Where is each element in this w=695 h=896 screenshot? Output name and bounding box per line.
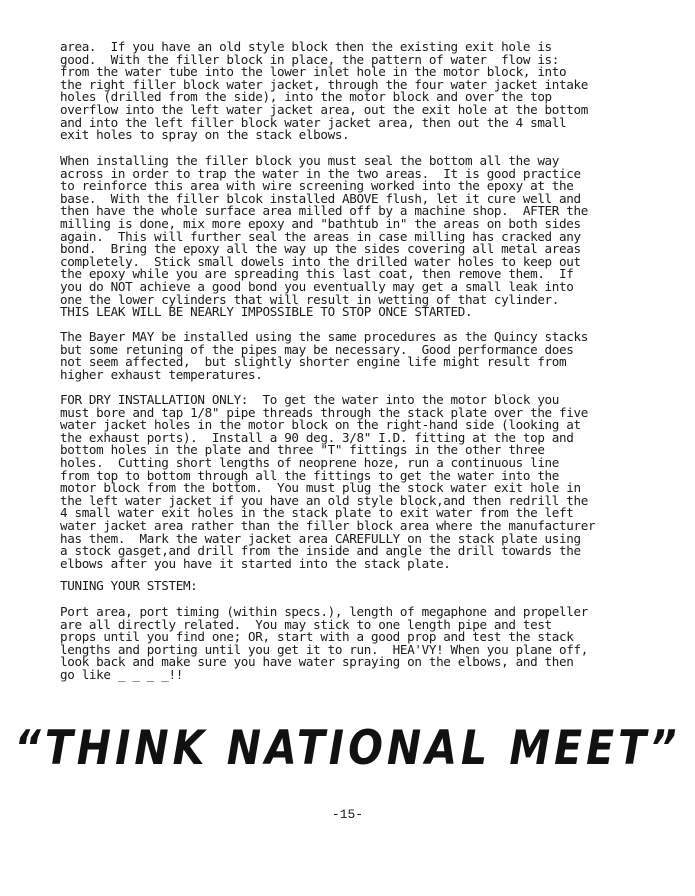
paragraph-water-flow: area. If you have an old style block then the existing exit hole is good. With the filler block in place, the pattern of water flow is: from the water tube into the lower inlet hole in the motor block, into the right filler block water jacket, through the four water jacket intake holes (drilled from the side), into the motor block and over the top overflow into the left water jacket area, out the exit hole at the bottom and into the left filler block water jacket area, then out the 4 small exit holes to spray on the stack elbows.	[60, 39, 588, 143]
paragraph-dry-installation: FOR DRY INSTALLATION ONLY: To get the water into the motor block you must bore and tap 1/8" pipe threads through the stack plate over the five water jacket holes in the motor block on the right-hand side (looking at the exhaust ports). Install a 90 deg. 3/8" I.D. fitting at the top and bottom holes in the plate and three "T" fittings in the other three holes. Cutting short lengths of neoprene hoze, run a continuous line from top to bottom through all the fittings to get the water into the motor block from the bottom. You must plug the stock water exit hole in the left water jacket if you have an old style block,and then redrill the 4 small water exit holes in the stack plate to exit water from the left water jacket area rather than the filler block area where the manufacturer has them. Mark the water jacket area CAREFULLY on the stack plate using a stock gasget,and drill from the inside and angle the drill towards the elbows after you have it started into the stack plate.	[60, 392, 596, 571]
section-heading-tuning: TUNING YOUR STSTEM:	[60, 578, 198, 593]
page-number: -15-	[331, 807, 364, 822]
paragraph-bayer-note: The Bayer MAY be installed using the same procedures as the Quincy stacks but some retuning of the pipes may be necessary. Good performance does not seem affected, but slightly shorter engine life might result from higher exhaust temperatures.	[60, 329, 588, 382]
slogan-banner: “THINK NATIONAL MEET”	[14, 720, 681, 776]
paragraph-filler-block-install: When installing the filler block you must seal the bottom all the way across in order to trap the water in the two areas. It is good practice to reinforce this area with wire screening worked into the epoxy at the base. With the filler blcok installed ABOVE flush, let it cure well and then have the whole surface area milled off by a machine shop. AFTER the milling is done, mix more epoxy and "bathtub in" the areas on both sides again. This will further seal the areas in case milling has cracked any bond. Bring the epoxy all the way up the sides covering all metal areas completely. Stick small dowels into the drilled water holes to keep out the epoxy while you are spreading this last coat, then remove them. If you do NOT achieve a good bond you eventually may get a small leak into one the lower cylinders that will result in wetting of that cylinder. THIS LEAK WILL BE NEARLY IMPOSSIBLE TO STOP ONCE STARTED.	[60, 153, 588, 320]
paragraph-tuning: Port area, port timing (within specs.), length of megaphone and propeller are all directly related. You may stick to one length pipe and test props until you find one; OR, start with a good prop and test the stack lengths and porting until you get it to run. HEA'VY! When you plane off, look back and make sure you have water spraying on the elbows, and then go like _ _ _ _!!	[60, 604, 588, 682]
